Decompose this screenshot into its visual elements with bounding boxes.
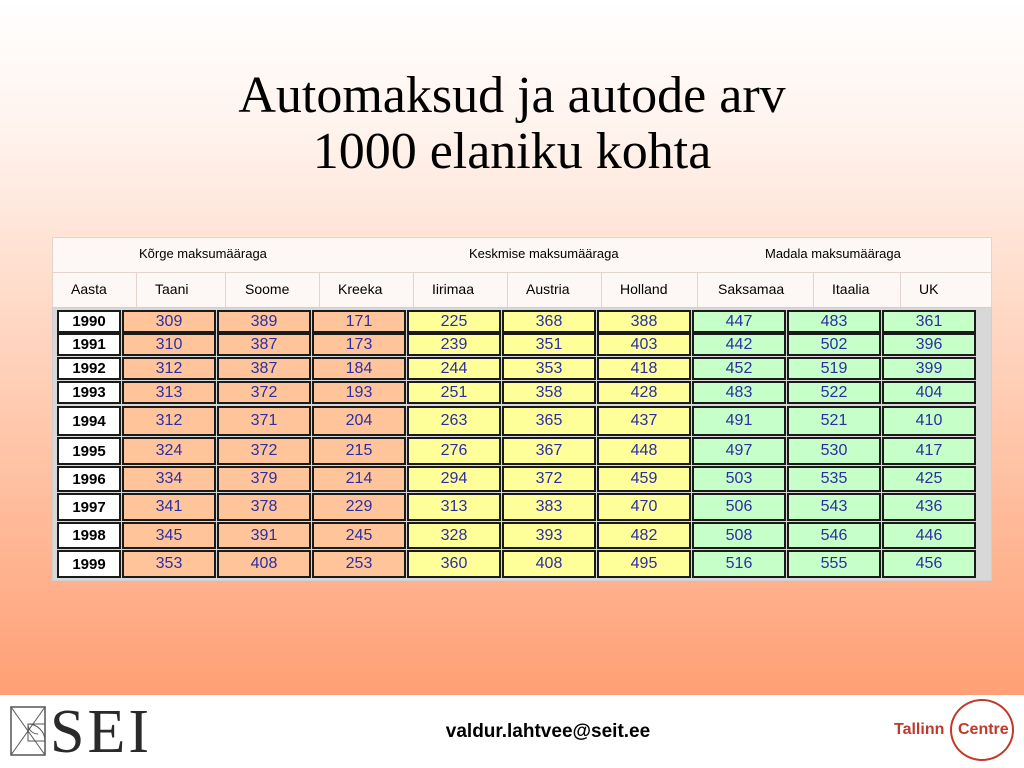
- group-medium-tax: Keskmise maksumääraga: [469, 246, 619, 261]
- value-cell: 334: [122, 466, 216, 492]
- value-cell: 173: [312, 333, 406, 356]
- value-cell: 358: [502, 381, 596, 404]
- data-table: [52, 307, 992, 581]
- title-line-2: 1000 elaniku kohta: [312, 123, 712, 180]
- value-cell: 387: [217, 333, 311, 356]
- table-row: [57, 357, 977, 380]
- table-row: [57, 466, 977, 492]
- value-cell: 251: [407, 381, 501, 404]
- value-cell: 448: [597, 437, 691, 465]
- year-cell: 1995: [57, 437, 121, 465]
- value-cell: 516: [692, 550, 786, 578]
- title-line-1: Automaksud ja autode arv: [238, 67, 786, 124]
- value-cell: 263: [407, 406, 501, 436]
- value-cell: 324: [122, 437, 216, 465]
- value-cell: 495: [597, 550, 691, 578]
- column-header: Soome: [245, 281, 290, 297]
- value-cell: 436: [882, 493, 976, 521]
- value-cell: 428: [597, 381, 691, 404]
- value-cell: 372: [217, 437, 311, 465]
- year-cell: 1993: [57, 381, 121, 404]
- value-cell: 410: [882, 406, 976, 436]
- year-cell: 1997: [57, 493, 121, 521]
- value-cell: 506: [692, 493, 786, 521]
- year-cell: 1994: [57, 406, 121, 436]
- value-cell: 361: [882, 310, 976, 333]
- value-cell: 437: [597, 406, 691, 436]
- value-cell: 387: [217, 357, 311, 380]
- value-cell: 393: [502, 522, 596, 549]
- column-header: Taani: [155, 281, 189, 297]
- value-cell: 351: [502, 333, 596, 356]
- value-cell: 294: [407, 466, 501, 492]
- value-cell: 388: [597, 310, 691, 333]
- value-cell: 372: [217, 381, 311, 404]
- column-header: UK: [919, 281, 939, 297]
- value-cell: 383: [502, 493, 596, 521]
- value-cell: 229: [312, 493, 406, 521]
- value-cell: 371: [217, 406, 311, 436]
- table-row: [57, 310, 977, 333]
- value-cell: 345: [122, 522, 216, 549]
- value-cell: 522: [787, 381, 881, 404]
- value-cell: 372: [502, 466, 596, 492]
- value-cell: 408: [217, 550, 311, 578]
- year-cell: 1991: [57, 333, 121, 356]
- value-cell: 312: [122, 406, 216, 436]
- value-cell: 312: [122, 357, 216, 380]
- value-cell: 408: [502, 550, 596, 578]
- value-cell: 313: [122, 381, 216, 404]
- value-cell: 239: [407, 333, 501, 356]
- value-cell: 399: [882, 357, 976, 380]
- column-header: Aasta: [71, 281, 107, 297]
- value-cell: 483: [787, 310, 881, 333]
- contact-email: valdur.lahtvee@seit.ee: [445, 721, 651, 742]
- year-cell: 1996: [57, 466, 121, 492]
- value-cell: 389: [217, 310, 311, 333]
- value-cell: 253: [312, 550, 406, 578]
- value-cell: 482: [597, 522, 691, 549]
- value-cell: 425: [882, 466, 976, 492]
- value-cell: 546: [787, 522, 881, 549]
- value-cell: 543: [787, 493, 881, 521]
- value-cell: 535: [787, 466, 881, 492]
- group-high-tax: Kõrge maksumääraga: [139, 246, 267, 261]
- value-cell: 341: [122, 493, 216, 521]
- partner-logo-centre: Centre: [958, 721, 1009, 738]
- value-cell: 193: [312, 381, 406, 404]
- value-cell: 214: [312, 466, 406, 492]
- value-cell: 555: [787, 550, 881, 578]
- value-cell: 470: [597, 493, 691, 521]
- year-cell: 1990: [57, 310, 121, 333]
- value-cell: 491: [692, 406, 786, 436]
- value-cell: 368: [502, 310, 596, 333]
- partner-logo-tallinn: Tallinn: [894, 721, 945, 738]
- value-cell: 378: [217, 493, 311, 521]
- value-cell: 519: [787, 357, 881, 380]
- value-cell: 502: [787, 333, 881, 356]
- column-header: Iirimaa: [432, 281, 475, 297]
- value-cell: 452: [692, 357, 786, 380]
- value-cell: 418: [597, 357, 691, 380]
- value-cell: 353: [122, 550, 216, 578]
- table-row: [57, 437, 977, 465]
- value-cell: 360: [407, 550, 501, 578]
- value-cell: 456: [882, 550, 976, 578]
- year-cell: 1998: [57, 522, 121, 549]
- value-cell: 276: [407, 437, 501, 465]
- value-cell: 459: [597, 466, 691, 492]
- value-cell: 313: [407, 493, 501, 521]
- value-cell: 353: [502, 357, 596, 380]
- value-cell: 244: [407, 357, 501, 380]
- table-row: [57, 522, 977, 549]
- value-cell: 184: [312, 357, 406, 380]
- value-cell: 483: [692, 381, 786, 404]
- value-cell: 309: [122, 310, 216, 333]
- year-cell: 1992: [57, 357, 121, 380]
- value-cell: 404: [882, 381, 976, 404]
- value-cell: 391: [217, 522, 311, 549]
- column-header: Holland: [620, 281, 668, 297]
- value-cell: 328: [407, 522, 501, 549]
- table-row: [57, 333, 977, 356]
- value-cell: 442: [692, 333, 786, 356]
- column-header: Itaalia: [832, 281, 870, 297]
- value-cell: 446: [882, 522, 976, 549]
- table-header: [52, 237, 992, 308]
- value-cell: 215: [312, 437, 406, 465]
- value-cell: 503: [692, 466, 786, 492]
- value-cell: 396: [882, 333, 976, 356]
- table-row: [57, 493, 977, 521]
- table-row: [57, 381, 977, 404]
- column-header: Austria: [526, 281, 570, 297]
- value-cell: 310: [122, 333, 216, 356]
- year-cell: 1999: [57, 550, 121, 578]
- value-cell: 521: [787, 406, 881, 436]
- value-cell: 497: [692, 437, 786, 465]
- value-cell: 379: [217, 466, 311, 492]
- value-cell: 403: [597, 333, 691, 356]
- table-row: [57, 550, 977, 578]
- value-cell: 508: [692, 522, 786, 549]
- slide-title: [0, 68, 1024, 180]
- value-cell: 225: [407, 310, 501, 333]
- table-row: [57, 406, 977, 436]
- group-low-tax: Madala maksumääraga: [765, 246, 901, 261]
- footer: [0, 695, 1024, 768]
- value-cell: 204: [312, 406, 406, 436]
- column-header: Saksamaa: [718, 281, 785, 297]
- column-header: Kreeka: [338, 281, 383, 297]
- value-cell: 367: [502, 437, 596, 465]
- sei-logo-text: SEI: [50, 698, 152, 766]
- value-cell: 530: [787, 437, 881, 465]
- value-cell: 447: [692, 310, 786, 333]
- value-cell: 245: [312, 522, 406, 549]
- value-cell: 171: [312, 310, 406, 333]
- value-cell: 365: [502, 406, 596, 436]
- value-cell: 417: [882, 437, 976, 465]
